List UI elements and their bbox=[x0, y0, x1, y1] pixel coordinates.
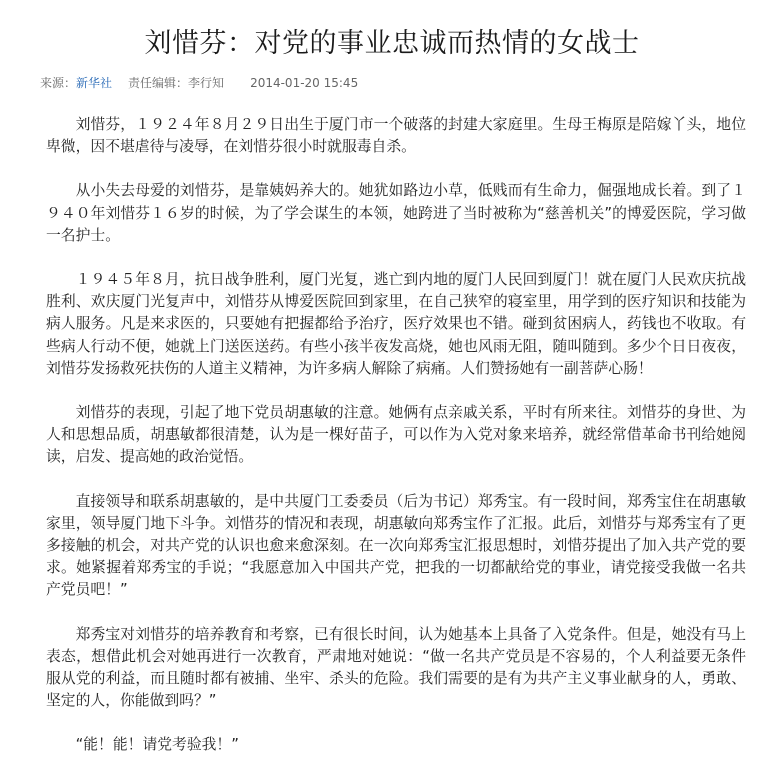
paragraph: １９４５年８月，抗日战争胜利，厦门光复，逃亡到内地的厦门人民回到厦门！就在厦门人民欢庆抗战胜利、欢庆厦门光复声中，刘惜芬从博爱医院回到家里，在自己狭窄的寝室里，用学到的医疗知识和技能为病人服务。凡是来求医的，只要她有把握都给予治疗，医疗效果也不错。碰到贫困病人，药钱也不收取。有些病人行动不便，她就上门送医送药。有些小孩半夜发高烧，她也风雨无阻，随叫随到。多少个日日夜夜，刘惜芬发扬救死扶伤的人道主义精神，为许多病人解除了病痛。人们赞扬她有一副菩萨心肠！ bbox=[46, 271, 746, 377]
source-link[interactable]: 新华社 bbox=[76, 76, 113, 90]
paragraph: “能！能！请党考验我！” bbox=[75, 736, 239, 754]
article-meta bbox=[40, 74, 358, 92]
paragraph: 郑秀宝对刘惜芬的培养教育和考察，已有很长时间，认为她基本上具备了入党条件。但是，她没有马上表态，想借此机会对她再进行一次教育，严肃地对她说：“做一名共产党员是不容易的，个人利益要无条件服从党的利益，而且随时都有被捕、坐牢、杀头的危险。我们需要的是有为共产主义事业献身的人，勇敢、坚定的人，你能做到吗？” bbox=[46, 625, 746, 710]
article-body bbox=[46, 114, 746, 779]
paragraph: 直接领导和联系胡惠敏的，是中共厦门工委委员（后为书记）郑秀宝。有一段时间，郑秀宝住在胡惠敏家里，领导厦门地下斗争。刘惜芬的情况和表现，胡惠敏向郑秀宝作了汇报。此后，刘惜芬与郑秀宝有了更多接触的机会，对共产党的认识也愈来愈深刻。在一次向郑秀宝汇报思想时，刘惜芬提出了加入共产党的要求。她紧握着郑秀宝的手说；“我愿意加入中国共产党，把我的一切都献给党的事业，请党接受我做一名共产党员吧！” bbox=[46, 492, 746, 599]
source-label: 来源： bbox=[40, 76, 77, 90]
paragraph: 刘惜芬，１９２４年８月２９日出生于厦门市一个破落的封建大家庭里。生母王梅原是陪嫁丫头，地位卑微，因不堪虐待与凌辱，在刘惜芬很小时就服毒自杀。 bbox=[46, 116, 746, 156]
paragraph: 刘惜芬的表现，引起了地下党员胡惠敏的注意。她俩有点亲戚关系，平时有所来往。刘惜芬的身世、为人和思想品质，胡惠敏都很清楚，认为是一棵好苗子，可以作为入党对象来培养，就经常借革命书刊给她阅读，启发、提高她的政治觉悟。 bbox=[46, 404, 746, 466]
paragraph: 从小失去母爱的刘惜芬，是靠姨妈养大的。她犹如路边小草，低贱而有生命力，倔强地成长着。到了１９４０年刘惜芬１６岁的时候，为了学会谋生的本领，她跨进了当时被称为“慈善机关”的博爱医院，学习做一名护士。 bbox=[46, 182, 746, 244]
editor-name: 李行知 bbox=[188, 76, 225, 90]
editor-label: 责任编辑： bbox=[128, 76, 189, 90]
publish-date: 2014-01-20 15:45 bbox=[250, 76, 359, 90]
article-title: 刘惜芬：对党的事业忠诚而热情的女战士 bbox=[144, 28, 640, 60]
